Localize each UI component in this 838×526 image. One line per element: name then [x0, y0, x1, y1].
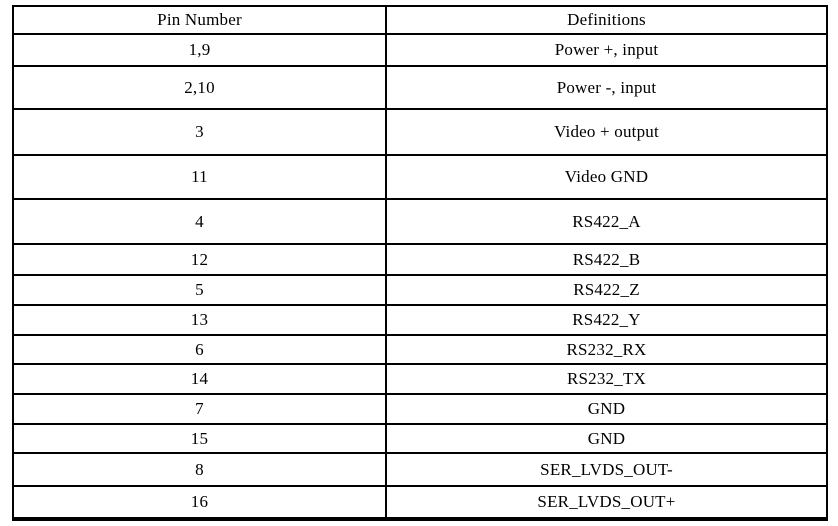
pin-cell: 3 [13, 109, 386, 155]
table-row [13, 424, 827, 453]
pin-cell: 12 [13, 244, 386, 275]
definition-cell: Video GND [386, 155, 827, 199]
pin-cell: 2,10 [13, 66, 386, 109]
table-row [13, 486, 827, 519]
pin-cell: 1,9 [13, 34, 386, 66]
pin-cell: 8 [13, 453, 386, 486]
table-row [13, 34, 827, 66]
pin-cell: 16 [13, 486, 386, 519]
definition-cell: GND [386, 424, 827, 453]
table-row [13, 364, 827, 394]
pin-cell: 13 [13, 305, 386, 335]
table-row [13, 453, 827, 486]
definition-cell: Power -, input [386, 66, 827, 109]
definition-cell: Power +, input [386, 34, 827, 66]
table-row [13, 155, 827, 199]
table-row [13, 66, 827, 109]
definition-cell: RS422_B [386, 244, 827, 275]
pin-cell: 14 [13, 364, 386, 394]
pin-number-header: Pin Number [13, 6, 386, 34]
definition-cell: RS232_RX [386, 335, 827, 364]
table-row [13, 335, 827, 364]
table-row [13, 394, 827, 424]
table-row [13, 275, 827, 305]
table-row [13, 199, 827, 244]
definition-cell: SER_LVDS_OUT- [386, 453, 827, 486]
table-row [13, 305, 827, 335]
pin-definition-table [12, 5, 828, 521]
definition-cell: Video + output [386, 109, 827, 155]
definition-cell: SER_LVDS_OUT+ [386, 486, 827, 519]
pin-cell: 6 [13, 335, 386, 364]
pin-cell: 11 [13, 155, 386, 199]
definition-cell: RS422_A [386, 199, 827, 244]
definition-cell: GND [386, 394, 827, 424]
pin-cell: 5 [13, 275, 386, 305]
definition-cell: RS422_Y [386, 305, 827, 335]
table-row [13, 244, 827, 275]
table-header-row [13, 6, 827, 34]
pin-cell: 15 [13, 424, 386, 453]
pin-cell: 7 [13, 394, 386, 424]
definition-cell: RS422_Z [386, 275, 827, 305]
pin-cell: 4 [13, 199, 386, 244]
table-row [13, 109, 827, 155]
definition-cell: RS232_TX [386, 364, 827, 394]
definitions-header: Definitions [386, 6, 827, 34]
